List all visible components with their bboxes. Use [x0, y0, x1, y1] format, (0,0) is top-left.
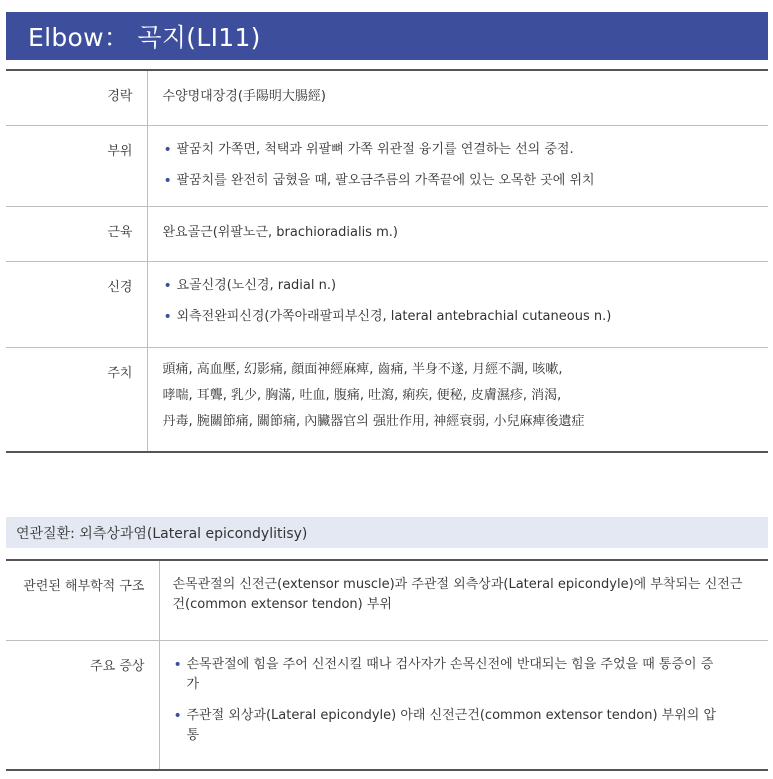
- table-row: [6, 640, 768, 770]
- indication-line: 哮喘, 耳聾, 乳少, 胸滿, 吐血, 腹痛, 吐瀉, 痢疾, 便秘, 皮膚濕疹, 消渴,: [162, 387, 562, 403]
- indication-line: 丹毒, 腕關節痛, 關節痛, 內臟器官의 强壯作用, 神經衰弱, 小兒麻痺後遺症: [162, 413, 585, 429]
- table-row: [6, 347, 768, 452]
- list-item: • 팔꿈치 가쪽면, 척택과 위팔뼈 가쪽 위관절 융기를 연결하는 선의 중점.: [163, 140, 769, 160]
- row-label-nerve: 신경: [6, 261, 147, 347]
- table-row: [6, 206, 768, 261]
- row-label-location: 부위: [6, 125, 147, 206]
- table-row: [6, 70, 768, 125]
- row-label-anatomy: 관련된 해부학적 구조: [6, 560, 159, 640]
- related-disease-header: [6, 517, 768, 548]
- section-title: Elbow： 곡지(LI11): [28, 23, 261, 52]
- list-item: • 요골신경(노신경, radial n.): [163, 276, 769, 296]
- related-disease-table: [6, 559, 768, 771]
- row-value-nerve: [147, 261, 768, 347]
- row-value-symptoms: [159, 640, 768, 770]
- list-item: • 외측전완피신경(가쪽아래팔피부신경, lateral antebrachial cutaneous n.): [163, 307, 769, 327]
- row-value-location: [147, 125, 768, 206]
- section-header: [6, 12, 768, 60]
- table-row: [6, 261, 768, 347]
- table-row: [6, 125, 768, 206]
- row-value-anatomy: 손목관절의 신전근(extensor muscle)과 주관절 외측상과(Lateral epicondyle)에 부착되는 신전근건(common extensor tendon) 부위: [172, 577, 743, 612]
- row-value-meridian: 수양명대장경(手陽明大腸經): [162, 89, 326, 104]
- row-value-indications: [147, 347, 768, 452]
- list-item: • 팔꿈치를 완전히 굽혔을 때, 팔오금주름의 가쪽끝에 있는 오목한 곳에 위치: [163, 171, 769, 191]
- list-item: • 주관절 외상과(Lateral epicondyle) 아래 신전근건(common extensor tendon) 부위의 압통: [173, 706, 719, 746]
- indication-line: 頭痛, 高血壓, 幻影痛, 顔面神經麻痺, 齒痛, 半身不遂, 月經不調, 咳嗽,: [162, 361, 563, 377]
- list-item: • 손목관절에 힘을 주어 신전시킬 때나 검사자가 손목신전에 반대되는 힘을 주었을 때 통증이 증가: [173, 655, 719, 695]
- row-label-symptoms: 주요 증상: [6, 640, 159, 770]
- row-value-muscle: 완요골근(위팔노근, brachioradialis m.): [147, 206, 768, 261]
- row-label-meridian: 경락: [6, 70, 147, 125]
- table-row: [6, 560, 768, 640]
- related-disease-title: 연관질환: 외측상과염(Lateral epicondylitisy): [16, 525, 308, 542]
- acupoint-info-table: [6, 69, 768, 453]
- row-label-muscle: 근육: [6, 206, 147, 261]
- row-label-indications: 주치: [6, 347, 147, 452]
